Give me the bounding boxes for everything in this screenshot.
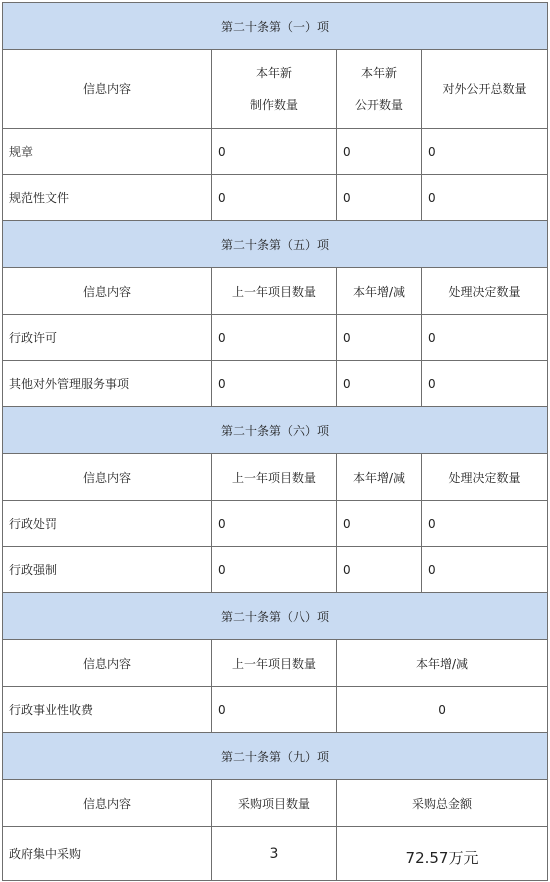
cell-value: 0 bbox=[212, 547, 337, 593]
row-label: 行政强制 bbox=[3, 547, 212, 593]
cell-value: 0 bbox=[337, 501, 422, 547]
col-header-prev-count: 上一年项目数量 bbox=[212, 454, 337, 501]
table-row bbox=[3, 687, 548, 733]
table-row bbox=[3, 547, 548, 593]
section-header bbox=[3, 221, 548, 268]
section-title: 第二十条第（一）项 bbox=[3, 3, 548, 50]
cell-value: 0 bbox=[337, 361, 422, 407]
col-header-new-made: 本年新 制作数量 bbox=[212, 50, 337, 129]
col-header-prev-count: 上一年项目数量 bbox=[212, 268, 337, 315]
cell-value: 72.57万元 bbox=[337, 827, 548, 881]
table-row bbox=[3, 175, 548, 221]
col-header-purchase-count: 采购项目数量 bbox=[212, 780, 337, 827]
col-header-content: 信息内容 bbox=[3, 454, 212, 501]
cell-value: 0 bbox=[422, 501, 548, 547]
cell-value: 0 bbox=[212, 315, 337, 361]
section-title: 第二十条第（八）项 bbox=[3, 593, 548, 640]
col-header-change: 本年增/减 bbox=[337, 268, 422, 315]
section-header bbox=[3, 733, 548, 780]
cell-value: 0 bbox=[422, 361, 548, 407]
col-header-change: 本年增/减 bbox=[337, 454, 422, 501]
section-title: 第二十条第（五）项 bbox=[3, 221, 548, 268]
cell-value: 0 bbox=[212, 361, 337, 407]
section-title: 第二十条第（六）项 bbox=[3, 407, 548, 454]
cell-value: 0 bbox=[337, 315, 422, 361]
row-label: 规范性文件 bbox=[3, 175, 212, 221]
section-header bbox=[3, 593, 548, 640]
cell-value: 0 bbox=[337, 547, 422, 593]
col-header-purchase-amount: 采购总金额 bbox=[337, 780, 548, 827]
table-row bbox=[3, 501, 548, 547]
col-header-content: 信息内容 bbox=[3, 50, 212, 129]
row-label: 行政处罚 bbox=[3, 501, 212, 547]
row-label: 行政许可 bbox=[3, 315, 212, 361]
col-header-change: 本年增/减 bbox=[337, 640, 548, 687]
section-header bbox=[3, 3, 548, 50]
header-row bbox=[3, 454, 548, 501]
header-row bbox=[3, 780, 548, 827]
cell-value: 0 bbox=[212, 129, 337, 175]
cell-value: 0 bbox=[422, 129, 548, 175]
table-row bbox=[3, 315, 548, 361]
cell-value: 3 bbox=[212, 827, 337, 881]
cell-value: 0 bbox=[337, 175, 422, 221]
row-label: 政府集中采购 bbox=[3, 827, 212, 881]
col-header-content: 信息内容 bbox=[3, 780, 212, 827]
disclosure-table bbox=[2, 2, 548, 881]
cell-value: 0 bbox=[337, 129, 422, 175]
row-label: 规章 bbox=[3, 129, 212, 175]
col-header-content: 信息内容 bbox=[3, 640, 212, 687]
cell-value: 0 bbox=[337, 687, 548, 733]
table-row bbox=[3, 827, 548, 881]
cell-value: 0 bbox=[212, 175, 337, 221]
col-header-decisions: 处理决定数量 bbox=[422, 454, 548, 501]
col-header-decisions: 处理决定数量 bbox=[422, 268, 548, 315]
section-header bbox=[3, 407, 548, 454]
row-label: 行政事业性收费 bbox=[3, 687, 212, 733]
col-header-prev-count: 上一年项目数量 bbox=[212, 640, 337, 687]
col-header-content: 信息内容 bbox=[3, 268, 212, 315]
cell-value: 0 bbox=[422, 315, 548, 361]
header-row bbox=[3, 50, 548, 129]
row-label: 其他对外管理服务事项 bbox=[3, 361, 212, 407]
cell-value: 0 bbox=[422, 547, 548, 593]
col-header-total: 对外公开总数量 bbox=[422, 50, 548, 129]
col-header-new-public: 本年新 公开数量 bbox=[337, 50, 422, 129]
cell-value: 0 bbox=[212, 687, 337, 733]
header-row bbox=[3, 268, 548, 315]
table-row bbox=[3, 361, 548, 407]
cell-value: 0 bbox=[422, 175, 548, 221]
cell-value: 0 bbox=[212, 501, 337, 547]
table-row bbox=[3, 129, 548, 175]
header-row bbox=[3, 640, 548, 687]
section-title: 第二十条第（九）项 bbox=[3, 733, 548, 780]
